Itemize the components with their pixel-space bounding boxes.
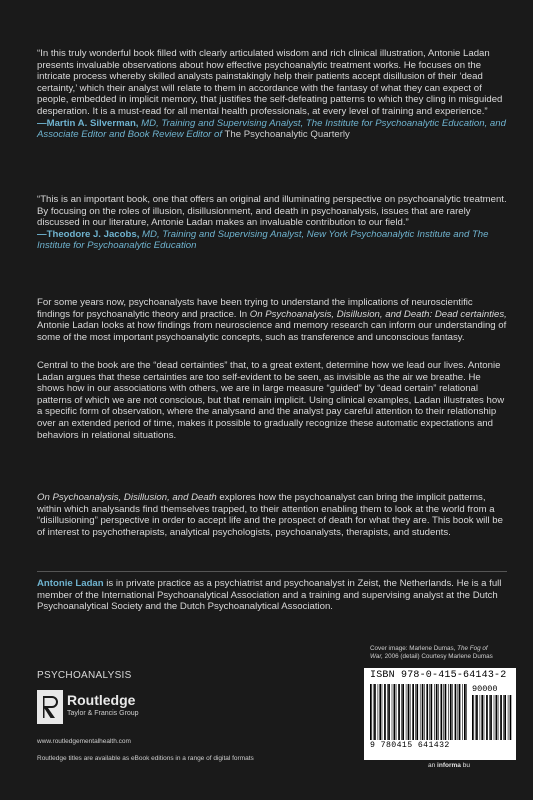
barcode-bar — [462, 684, 463, 740]
author-bio-text: is in private practice as a psychiatrist and psychoanalyst in Zeist, the Netherlands. He is a full member of the International Psychoanalytical Association and a training and supervising analyst at the Dutch Psychoanalytical Society and the Dutch Psychoanalytical Association. — [37, 578, 502, 613]
barcode-bar — [406, 684, 407, 740]
barcode-bar — [448, 684, 449, 740]
endorsement-attribution — [37, 118, 507, 141]
barcode-bar — [424, 684, 425, 740]
price-code: 90000 — [472, 684, 498, 694]
cover-credit-title: The Fog of War, — [370, 645, 488, 660]
book-title-italic: On Psychoanalysis, Disillusion, and Death — [37, 492, 217, 503]
category-label: PSYCHOANALYSIS — [37, 670, 132, 681]
cover-credit-text: Cover image: Marlene Dumas, — [370, 645, 456, 652]
barcode-bar — [394, 684, 396, 740]
barcode-bar — [452, 684, 453, 740]
isbn-barcode — [364, 668, 516, 760]
publisher-logo — [37, 688, 167, 728]
publisher-subtitle: Taylor & Francis Group — [67, 710, 139, 717]
barcode-bar — [490, 695, 492, 740]
barcode-bar — [426, 684, 428, 740]
endorser-name: —Theodore J. Jacobs, — [37, 228, 140, 240]
description-paragraph-2 — [37, 360, 507, 441]
barcode-bars — [370, 684, 468, 740]
barcode-bar — [458, 684, 459, 740]
ebook-note: Routledge titles are available as eBook editions in a range of digital formats — [37, 755, 254, 762]
informa-text: bu — [462, 762, 470, 769]
barcode-bar — [388, 684, 390, 740]
description-text: Central to the book are the “dead certainties” that, to a great extent, determine how we lead our lives. Antonie Ladan argues that these certainties are too self-evident to be seen, as invisible as the air we breathe. He shows how in our associations with others, we are in large measure “guided” by “dead certain” relational patterns of which we are not conscious, but that remain implicit. Using clinical examples, Ladan illustrates how a specific form of observation, where the analysand and the analyst pay careful attention to their relationship over an extended period of time, makes it possible to gradually recognize these automatic expectations and behaviors in relational situations. — [37, 360, 505, 441]
barcode-bar — [384, 684, 386, 740]
barcode-bar — [373, 684, 374, 740]
barcode-digits: 9 780415 641432 — [370, 741, 450, 750]
description-text: For some years now, psychoanalysts have been trying to understand the implications of neuroscientific findings for psychoanalytic theory and practice. In — [37, 297, 473, 320]
publisher-url[interactable]: www.routledgementalhealth.com — [37, 738, 131, 745]
barcode-bar — [494, 695, 495, 740]
cover-credit-text: 2006 (detail) Courtesy Marlene Dumas — [384, 653, 493, 660]
barcode-bar — [422, 684, 424, 740]
price-barcode-bars — [472, 695, 512, 740]
barcode-bar — [481, 695, 483, 740]
barcode-bar — [438, 684, 439, 740]
barcode-bar — [498, 695, 499, 740]
description-paragraph-3 — [37, 492, 507, 538]
endorsement-attribution — [37, 229, 507, 252]
barcode-bar — [475, 695, 476, 740]
barcode-bar — [408, 684, 410, 740]
barcode-bar — [382, 684, 383, 740]
barcode-bar — [450, 684, 452, 740]
barcode-bar — [484, 695, 485, 740]
description-text: explores how the psychoanalyst can bring the implicit patterns, within which analysands find themselves trapped, to their attention enabling them to look at the world from a “disillusioning” perspective in order to accept life and the prospect of death for what they are. This book will be of interest to psychotherapists, analytical psychologists, psychoanalysts, therapists, and students. — [37, 492, 503, 538]
barcode-bar — [436, 684, 438, 740]
author-name: Antonie Ladan — [37, 578, 104, 589]
barcode-bar — [416, 684, 418, 740]
barcode-bar — [508, 695, 509, 740]
barcode-bar — [379, 684, 381, 740]
barcode-bar — [392, 684, 393, 740]
endorser-journal: The Psychoanalytic Quarterly — [224, 129, 350, 141]
barcode-bar — [480, 695, 481, 740]
barcode-bar — [476, 695, 478, 740]
description-paragraph-1 — [37, 297, 507, 343]
barcode-bar — [374, 684, 376, 740]
barcode-bar — [486, 695, 488, 740]
barcode-bar — [402, 684, 404, 740]
barcode-bar — [510, 695, 512, 740]
book-title-italic: On Psychoanalysis, Disillusion, and Death: Dead certainties, — [249, 308, 507, 320]
barcode-bar — [489, 695, 490, 740]
barcode-bar — [455, 684, 457, 740]
barcode-bar — [464, 684, 466, 740]
barcode-bar — [370, 684, 372, 740]
barcode-bar — [466, 684, 467, 740]
barcode-bar — [431, 684, 433, 740]
informa-brand: informa — [437, 762, 461, 769]
barcode-bar — [429, 684, 430, 740]
barcode-bar — [496, 695, 498, 740]
divider — [37, 571, 507, 572]
barcode-bar — [503, 695, 504, 740]
barcode-bar — [410, 684, 411, 740]
endorser-name: —Martin A. Silverman, — [37, 117, 139, 129]
isbn-number: ISBN 978-0-415-64143-2 — [370, 670, 507, 681]
barcode-bar — [504, 695, 506, 740]
barcode-bar — [378, 684, 379, 740]
barcode-bar — [500, 695, 502, 740]
barcode-bar — [441, 684, 443, 740]
description-text: Antonie Ladan looks at how findings from neuroscience and memory research can inform our understanding of some of the most important psychoanalytic concepts, such as transference and unconscious fantasy. — [37, 320, 507, 343]
informa-text: an — [428, 762, 436, 769]
routledge-r-icon — [37, 690, 63, 724]
barcode-bar — [445, 684, 447, 740]
endorsement-silverman — [37, 48, 507, 141]
barcode-bar — [401, 684, 402, 740]
barcode-bar — [415, 684, 416, 740]
barcode-bar — [398, 684, 400, 740]
endorsement-text: “In this truly wonderful book filled with clearly articulated wisdom and rich clinical illustration, Antonie Ladan presents invaluable observations about how effective psychoanalytic treatment works. He focuses on the intricate process whereby skilled analysts painstakingly help their patients accept disillusion of their ‘dead certainty,’ which their analyst will relate to them in accordance with the fantasy of what they can expect of people, embedded in implicit memory, that justifies the self-defeating patterns to which they cling in misguided desperation. It is a must-read for all mental health professionals, at every level of training and experience.” — [37, 48, 503, 117]
barcode-bar — [459, 684, 461, 740]
barcode-bar — [434, 684, 435, 740]
author-bio — [37, 578, 507, 613]
barcode-bar — [472, 695, 474, 740]
endorsement-jacobs — [37, 194, 507, 252]
barcode-bar — [443, 684, 444, 740]
barcode-bar — [396, 684, 397, 740]
barcode-bar — [412, 684, 414, 740]
endorser-role: MD, Training and Supervising Analyst, New York Psychoanalytic Institute and The Institute for Psychoanalytic Education — [37, 228, 489, 252]
endorser-role: MD, Training and Supervising Analyst, The Institute for Psychoanalytic Education, and Associate Editor and Book Review Editor of — [37, 117, 506, 141]
endorsement-text: “This is an important book, one that offers an original and illuminating perspective on psychoanalytic treatment. By focusing on the roles of illusion, disillusionment, and death in psychoanalysis, issues that are rarely discussed in our literature, Antonie Ladan makes an invaluable contribution to our field.” — [37, 194, 507, 229]
informa-tagline — [428, 762, 470, 769]
barcode-bar — [420, 684, 421, 740]
publisher-name: Routledge — [67, 692, 136, 708]
barcode-bar — [387, 684, 388, 740]
cover-credit — [370, 645, 502, 661]
